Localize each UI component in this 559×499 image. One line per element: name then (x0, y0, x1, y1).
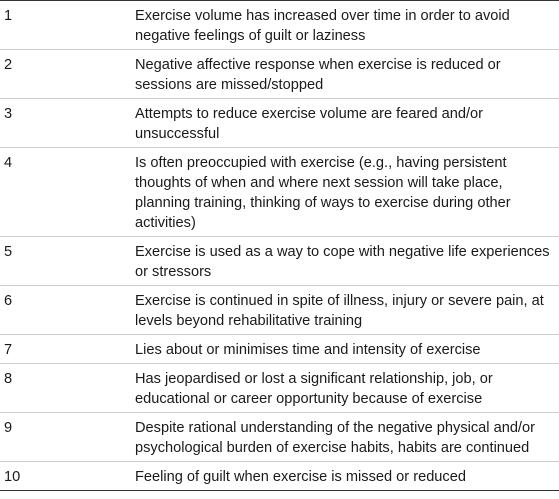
table-row (0, 1, 559, 50)
table-row (0, 462, 559, 491)
row-number: 3 (0, 99, 135, 148)
table-row (0, 335, 559, 364)
row-number: 9 (0, 413, 135, 462)
table-row (0, 148, 559, 237)
row-number: 2 (0, 50, 135, 99)
row-description: Despite rational understanding of the negative physical and/or psychological burden of exercise habits, habits are continued (135, 413, 559, 462)
row-number: 5 (0, 237, 135, 286)
row-number: 10 (0, 462, 135, 491)
row-description: Exercise volume has increased over time in order to avoid negative feelings of guilt or laziness (135, 1, 559, 50)
row-description: Feeling of guilt when exercise is missed or reduced (135, 462, 559, 491)
row-description: Exercise is used as a way to cope with negative life experiences or stressors (135, 237, 559, 286)
table-row (0, 99, 559, 148)
row-description: Has jeopardised or lost a significant relationship, job, or educational or career opportunity because of exercise (135, 364, 559, 413)
row-number: 4 (0, 148, 135, 237)
table-row (0, 50, 559, 99)
row-description: Negative affective response when exercise is reduced or sessions are missed/stopped (135, 50, 559, 99)
row-number: 8 (0, 364, 135, 413)
row-description: Attempts to reduce exercise volume are feared and/or unsuccessful (135, 99, 559, 148)
table-row (0, 364, 559, 413)
table-row (0, 286, 559, 335)
criteria-table-body (0, 1, 559, 491)
row-number: 1 (0, 1, 135, 50)
row-number: 7 (0, 335, 135, 364)
row-description: Lies about or minimises time and intensity of exercise (135, 335, 559, 364)
table-row (0, 413, 559, 462)
row-description: Is often preoccupied with exercise (e.g., having persistent thoughts of when and where next session will take place, planning training, thinking of ways to exercise during other activities) (135, 148, 559, 237)
table-row (0, 237, 559, 286)
row-number: 6 (0, 286, 135, 335)
row-description: Exercise is continued in spite of illness, injury or severe pain, at levels beyond rehabilitative training (135, 286, 559, 335)
